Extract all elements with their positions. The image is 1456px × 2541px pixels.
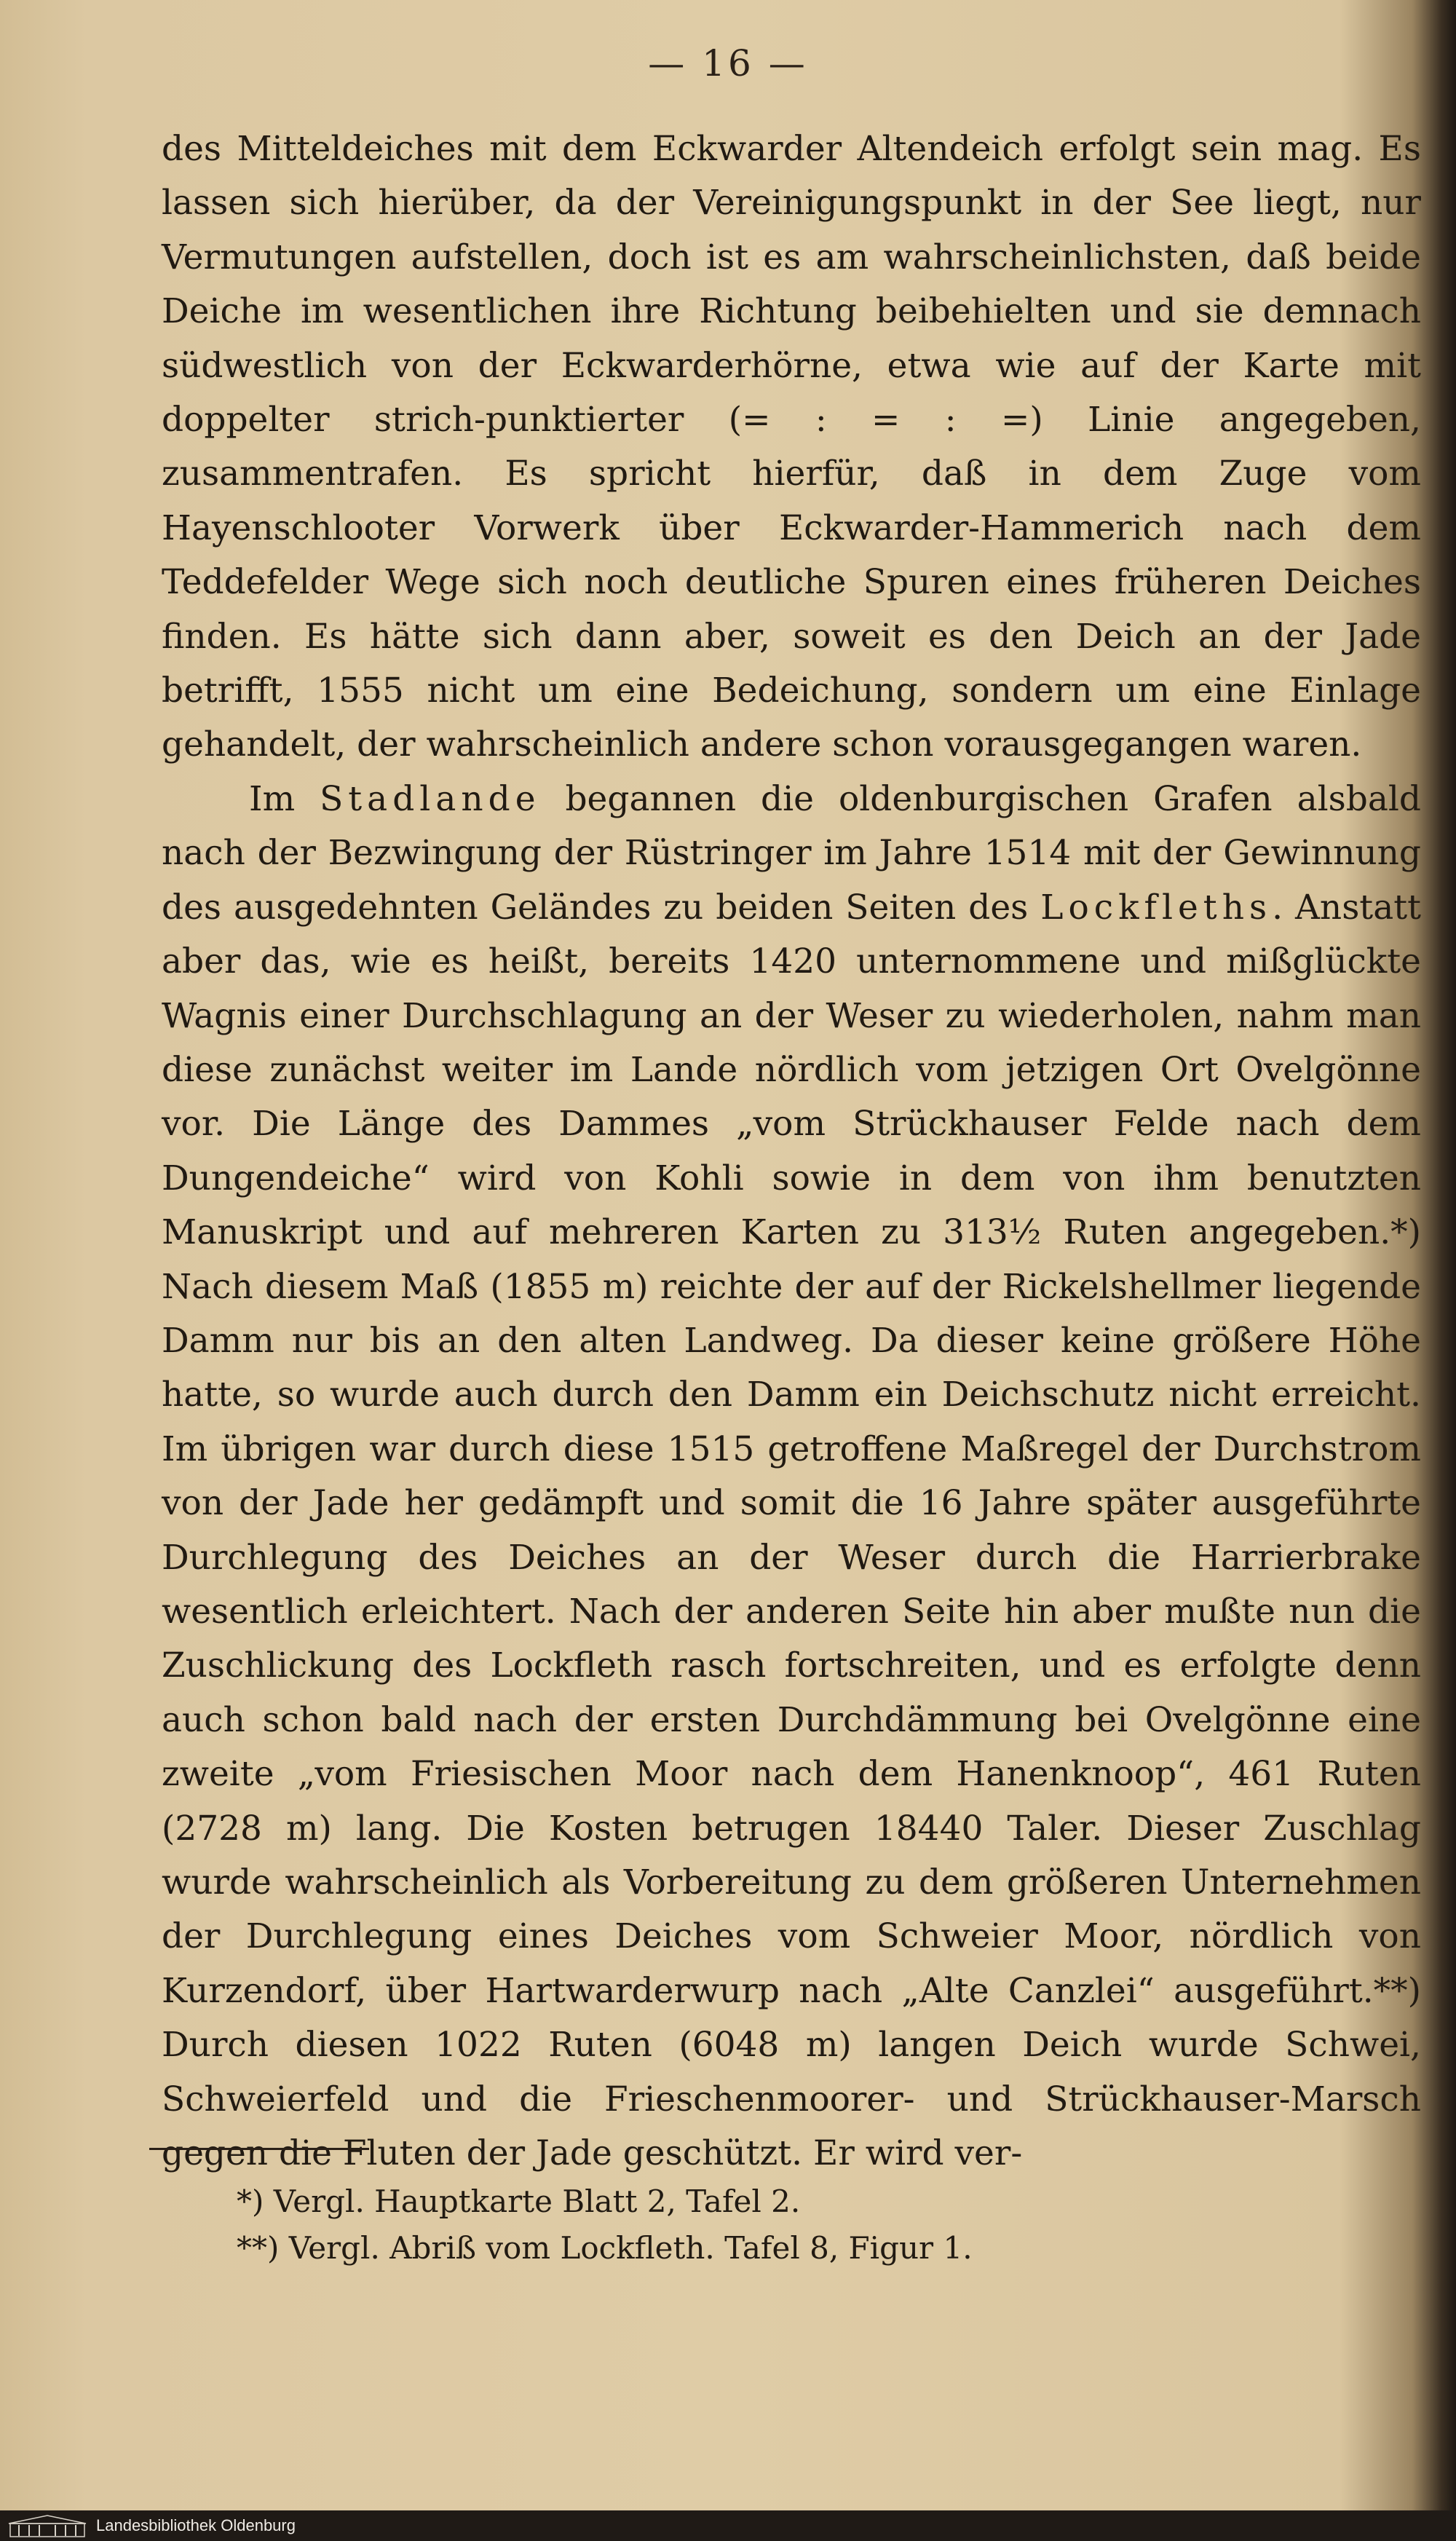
footnote-separator	[149, 2148, 369, 2150]
footnote-1: *) Vergl. Hauptkarte Blatt 2, Tafel 2.	[237, 2184, 801, 2219]
term-lockfleths: Lockfleths	[1040, 887, 1273, 928]
page-number: — 16 —	[648, 42, 808, 84]
library-building-icon	[7, 2513, 87, 2538]
paragraph-2-intro: Im	[249, 778, 320, 819]
term-stadlande: Stadlande	[320, 778, 541, 819]
paragraph-1: des Mitteldeiches mit dem Eckwarder Altendeich erfolgt sein mag. Es lassen sich hierüber, da der Vereinigungspunkt in der See liegt, nur Vermutungen aufstellen, doch ist es am wahrscheinlichsten, daß beide Deiche im wesentlichen ihre Richtung beibehielten und sie demnach südwestlich von der Eckwarderhörne, etwa wie auf der Karte mit doppelter strich-punktierter (= : = : =) Linie angegeben, zusammentrafen. Es spricht hierfür, daß in dem Zuge vom Hayenschlooter Vorwerk über Eckwarder-Hammerich nach dem Teddefelder Wege sich noch deutliche Spuren eines früheren Deiches finden. Es hätte sich dann aber, soweit es den Deich an der Jade betrifft, 1555 nicht um eine Bedeichung, sondern um eine Einlage gehandelt, der wahrscheinlich andere schon vorausgegangen waren.	[162, 129, 1421, 765]
body-text	[162, 122, 1421, 2181]
paragraph-2-rest: . Anstatt aber das, wie es heißt, bereits 1420 unternommene und mißglückte Wagnis einer Durchschlagung an der Weser zu wiederholen, nahm man diese zunächst weiter im Lande nördlich vom jetzigen Ort Ovelgönne vor. Die Länge des Dammes „vom Strückhauser Felde nach dem Dungendeiche“ wird von Kohli sowie in dem von ihm benutzten Manuskript und auf mehreren Karten zu 313½ Ruten angegeben.*) Nach diesem Maß (1855 m) reichte der auf der Rickelshellmer liegende Damm nur bis an den alten Landweg. Da dieser keine größere Höhe hatte, so wurde auch durch den Damm ein Deichschutz nicht erreicht. Im übrigen war durch diese 1515 getroffene Maßregel der Durchstrom von der Jade her gedämpft und somit die 16 Jahre später ausgeführte Durchlegung des Deiches an der Weser durch die Harrierbrake wesentlich erleichtert. Nach der anderen Seite hin aber mußte nun die Zuschlickung des Lockfleth rasch fortschreiten, und es erfolgte denn auch schon bald nach der ersten Durchdämmung bei Ovelgönne eine zweite „vom Friesischen Moor nach dem Hanenknoop“, 461 Ruten (2728 m) lang. Die Kosten betrugen 18440 Taler. Dieser Zuschlag wurde wahrscheinlich als Vorbereitung zu dem größeren Unternehmen der Durchlegung eines Deiches vom Schweier Moor, nördlich von Kurzendorf, über Hartwarderwurp nach „Alte Canzlei“ ausgeführt.**) Durch diesen 1022 Ruten (6048 m) langen Deich wurde Schwei, Schweierfeld und die Frieschenmoorer- und Strückhauser-Marsch gegen die Fluten der Jade geschützt. Er wird ver-	[162, 887, 1421, 2174]
footnote-2: **) Vergl. Abriß vom Lockfleth. Tafel 8, Figur 1.	[237, 2230, 973, 2266]
paragraph-2	[162, 772, 1421, 2181]
footnotes	[237, 2178, 1329, 2272]
footer-library-label[interactable]: Landesbibliothek Oldenburg	[96, 2516, 296, 2534]
paragraph-2-middle: begannen die oldenburgischen Grafen alsbald nach der Bezwingung der Rüstringer im Jahre 1514 mit der Gewinnung des ausgedehnten Geländes zu beiden Seiten des	[162, 778, 1421, 928]
